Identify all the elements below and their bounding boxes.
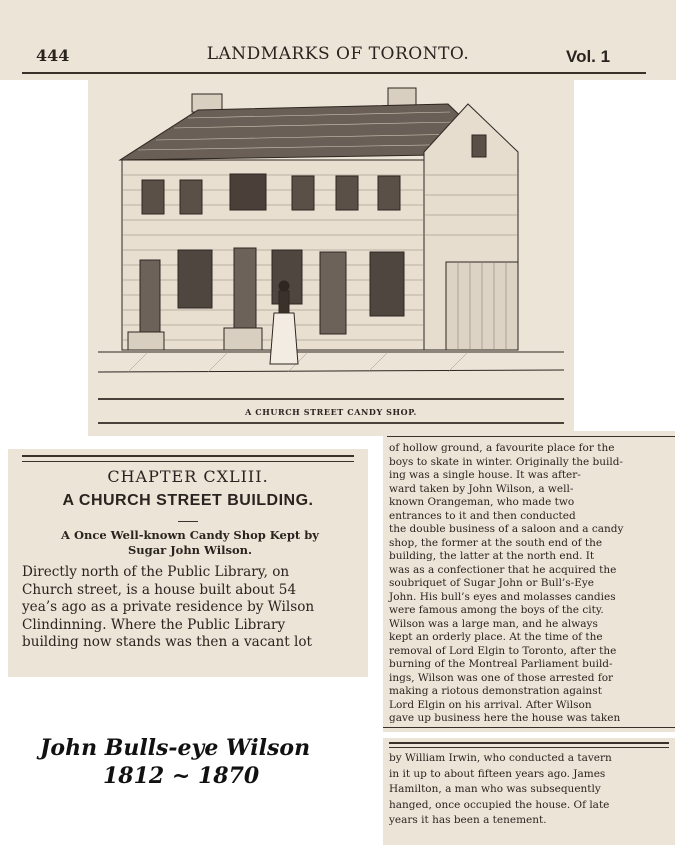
chapter-heading: CHAPTER CXLIII. [107, 467, 269, 486]
article-continuation-clipping [383, 431, 675, 732]
article-opening-clipping [8, 449, 368, 677]
text-line: building now stands was then a vacant lot [22, 634, 313, 650]
text-line: Church street, is a house built about 54 [22, 581, 297, 598]
house-engraving [88, 80, 574, 436]
clipping-rule [383, 727, 675, 728]
text-line: Lord Elgin on his arrival. After Wilson [389, 698, 592, 711]
illustration-caption: A CHURCH STREET CANDY SHOP. [245, 407, 417, 417]
clipping-rule [387, 436, 675, 437]
text-line: kept an orderly place. At the time of the [389, 631, 603, 643]
page-number: 444 [36, 46, 70, 65]
article-subhead [22, 528, 358, 558]
article-title: A CHURCH STREET BUILDING. [62, 492, 314, 509]
text-line: building, the latter at the north end. It [389, 550, 595, 562]
volume-label: Vol. 1 [566, 47, 611, 66]
subhead-line: Sugar John Wilson. [127, 543, 253, 557]
text-line: in it up to about fifteen years ago. James [389, 767, 606, 780]
page-header [0, 0, 676, 80]
candy-shop-illustration [88, 80, 574, 436]
header-rule [22, 72, 646, 74]
text-line: were famous among the boys of the city. [389, 604, 604, 616]
text-line: Hamilton, a man who was subsequently [389, 783, 601, 795]
article-closing-text [389, 751, 671, 829]
caption-rule-bottom [98, 422, 564, 424]
title-rule [178, 521, 198, 522]
text-line: yea’s ago as a private residence by Wilson [22, 599, 315, 615]
double-rule [22, 455, 354, 462]
article-opening-text [22, 564, 368, 652]
text-line: hanged, once occupied the house. Of late [389, 798, 610, 811]
text-line: the double business of a saloon and a candy [389, 523, 624, 535]
text-line: John. His bull’s eyes and molasses candies [389, 590, 616, 603]
text-line: Clindinning. Where the Public Library [22, 616, 286, 633]
text-line: ings, Wilson was one of those arrested for [389, 671, 614, 684]
text-line: Wilson was a large man, and he always [389, 617, 598, 630]
text-line: making a riotous demonstration against [389, 685, 602, 697]
text-line: removal of Lord Elgin to Toronto, after the [389, 644, 617, 657]
subhead-line: A Once Well-known Candy Shop Kept by [61, 528, 319, 542]
text-line: years it has been a tenement. [389, 814, 547, 826]
text-line: gave up business here the house was taken [389, 712, 621, 724]
text-line: was as a confectioner that he acquired the [389, 563, 617, 576]
text-line: burning of the Montreal Parliament build- [389, 658, 613, 670]
annotation-name: John Bulls-eye Wilson [40, 735, 311, 761]
text-line: Directly north of the Public Library, on [22, 564, 290, 580]
running-head: LANDMARKS OF TORONTO. [206, 44, 470, 64]
double-rule [389, 742, 669, 748]
text-line: known Orangeman, who made two [389, 496, 575, 508]
text-line: ward taken by John Wilson, a well- [389, 482, 574, 495]
text-line: shop, the former at the south end of the [389, 536, 603, 549]
text-line: boys to skate in winter. Originally the build- [389, 455, 623, 468]
text-line: soubriquet of Sugar John or Bull’s-Eye [389, 577, 595, 589]
article-continuation-text [389, 442, 671, 726]
text-line: ing was a single house. It was after- [389, 469, 581, 481]
article-closing-clipping [383, 738, 675, 845]
caption-rule-top [98, 398, 564, 400]
annotation-years: 1812 ~ 1870 [103, 763, 260, 789]
text-line: by William Irwin, who conducted a tavern [389, 752, 612, 764]
text-line: entrances to it and then conducted [389, 509, 576, 522]
text-line: of hollow ground, a favourite place for the [389, 442, 615, 454]
